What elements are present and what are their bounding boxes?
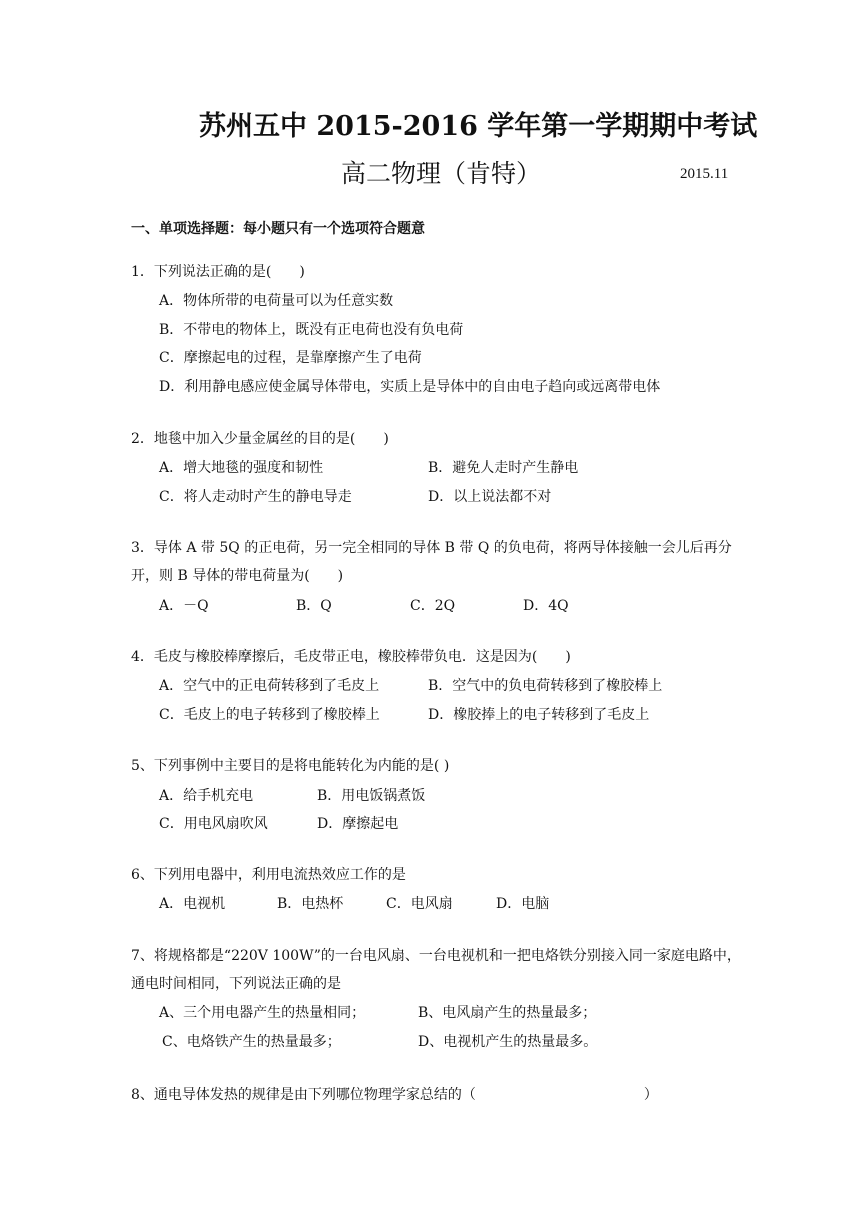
- section-heading: 一、单项选择题：每小题只有一个选项符合题意: [131, 221, 425, 237]
- question-3-stem-line2: 开，则 B 导体的带电荷量为( ): [131, 568, 344, 584]
- question-1-option-c: C．摩擦起电的过程，是靠摩擦产生了电荷: [159, 350, 422, 366]
- question-4-stem: 4．毛皮与橡胶棒摩擦后，毛皮带正电，橡胶棒带负电．这是因为( ): [131, 649, 571, 665]
- question-5-option-d: D．摩擦起电: [317, 816, 399, 832]
- question-2-stem: 2．地毯中加入少量金属丝的目的是( ): [131, 431, 389, 447]
- question-3-option-c: C．2Q: [410, 598, 456, 614]
- question-4-option-c: C．毛皮上的电子转移到了橡胶棒上: [159, 707, 380, 723]
- question-5-option-c: C．用电风扇吹风: [159, 816, 268, 832]
- question-7-stem-line1: 7、将规格都是“220V 100W”的一台电风扇、一台电视机和一把电烙铁分别接入同一家庭电路中，: [131, 948, 741, 964]
- question-4-option-b: B．空气中的负电荷转移到了橡胶棒上: [428, 678, 663, 694]
- exam-subtitle: 高二物理（肯特）: [341, 159, 542, 188]
- question-1-stem: 1．下列说法正确的是( ): [131, 264, 305, 280]
- question-2-option-d: D．以上说法都不对: [428, 489, 552, 505]
- question-4-option-d: D．橡胶捧上的电子转移到了毛皮上: [428, 707, 650, 723]
- question-8-stem: 8、通电导体发热的规律是由下列哪位物理学家总结的（ ）: [131, 1087, 658, 1103]
- question-6-option-d: D．电脑: [496, 896, 550, 912]
- question-6-stem: 6、下列用电器中，利用电流热效应工作的是: [131, 867, 406, 883]
- question-7-stem-line2: 通电时间相同，下列说法正确的是: [131, 976, 341, 992]
- question-1-option-a: A．物体所带的电荷量可以为任意实数: [159, 293, 394, 309]
- exam-date: 2015.11: [680, 166, 729, 182]
- question-5-option-a: A．给手机充电: [159, 788, 254, 804]
- question-1-option-d: D．利用静电感应使金属导体带电，实质上是导体中的自由电子趋向或远离带电体: [159, 379, 661, 395]
- question-3-option-d: D．4Q: [523, 598, 569, 614]
- question-4-option-a: A．空气中的正电荷转移到了毛皮上: [159, 678, 380, 694]
- question-7-option-d: D、电视机产生的热量最多。: [418, 1034, 598, 1050]
- question-3-stem-line1: 3．导体 A 带 5Q 的正电荷，另一完全相同的导体 B 带 Q 的负电荷，将两导体接触一会儿后再分: [131, 540, 732, 556]
- question-7-option-c: C、电烙铁产生的热量最多；: [162, 1034, 341, 1050]
- question-2-option-c: C．将人走动时产生的静电导走: [159, 489, 352, 505]
- question-3-option-a: A．－Q: [159, 598, 209, 614]
- exam-title: 苏州五中 2015-2016 学年第一学期期中考试: [199, 111, 758, 142]
- question-5-stem: 5、下列事例中主要目的是将电能转化为内能的是( ): [131, 758, 450, 774]
- question-2-option-a: A．增大地毯的强度和韧性: [159, 460, 324, 476]
- question-7-option-a: A、三个用电器产生的热量相同；: [159, 1005, 366, 1021]
- question-2-option-b: B．避免人走时产生静电: [428, 460, 579, 476]
- question-7-option-b: B、电风扇产生的热量最多；: [418, 1005, 597, 1021]
- question-6-option-c: C．电风扇: [386, 896, 453, 912]
- question-6-option-a: A．电视机: [159, 896, 226, 912]
- question-6-option-b: B．电热杯: [277, 896, 344, 912]
- question-3-option-b: B．Q: [296, 598, 332, 614]
- question-1-option-b: B．不带电的物体上，既没有正电荷也没有负电荷: [159, 322, 464, 338]
- question-5-option-b: B．用电饭锅煮饭: [317, 788, 426, 804]
